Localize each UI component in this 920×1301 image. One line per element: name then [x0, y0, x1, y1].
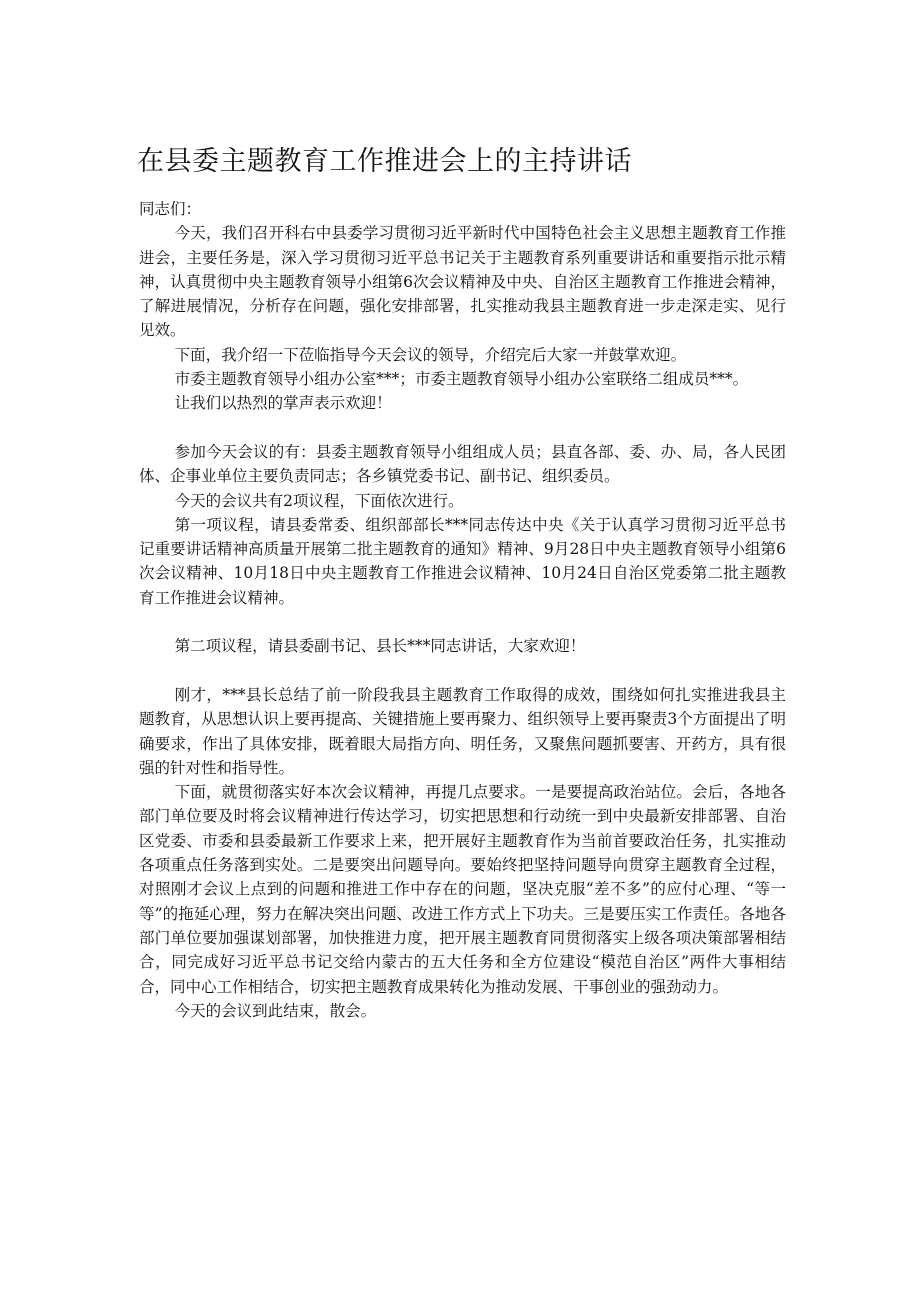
- paragraph-summary: 刚才，***县长总结了前一阶段我县主题教育工作取得的成效，围绕如何扎实推进我县主题教育，从思想认识上要再提高、关键措施上要再聚力、组织领导上要再聚责3个方面提出了明确要求，作出了具体安排，既着眼大局指方向、明任务，又聚焦问题抓要害、开药方，具有很强的针对性和指导性。: [139, 685, 786, 777]
- document-body: [139, 197, 786, 1023]
- paragraph-attendees: 参加今天会议的有：县委主题教育领导小组组成人员；县直各部、委、办、局，各人民团体、企事业单位主要负责同志；各乡镇党委书记、副书记、组织委员。: [139, 442, 786, 486]
- document-title: 在县委主题教育工作推进会上的主持讲话: [137, 146, 632, 177]
- paragraph-agenda-two: 第二项议程，请县委副书记、县长***同志讲话，大家欢迎！: [174, 637, 586, 656]
- paragraph-opening: 今天，我们召开科右中县委学习贯彻习近平新时代中国特色社会主义思想主题教育工作推进会，主要任务是，深入学习贯彻习近平总书记关于主题教育系列重要讲话和重要指示批示精神，认真贯彻中央主题教育领导小组第6次会议精神及中央、自治区主题教育工作推进会精神，了解进展情况，分析存在问题，强化安排部署，扎实推动我县主题教育进一步走深走实、见行见效。: [139, 224, 786, 340]
- paragraph-closing: 今天的会议到此结束，散会。: [174, 1001, 377, 1020]
- paragraph-agenda-one: 第一项议程，请县委常委、组织部部长***同志传达中央《关于认真学习贯彻习近平总书记重要讲话精神高质量开展第二批主题教育的通知》精神、9月28日中央主题教育领导小组第6次会议精神、10月18日中央主题教育工作推进会议精神、10月24日自治区党委第二批主题教育工作推进会议精神。: [139, 515, 786, 607]
- paragraph-introduce-leaders: 下面，我介绍一下莅临指导今天会议的领导，介绍完后大家一并鼓掌欢迎。: [174, 345, 687, 364]
- paragraph-agenda-count: 今天的会议共有2项议程，下面依次进行。: [174, 491, 464, 510]
- paragraph-requirements: 下面，就贯彻落实好本次会议精神，再提几点要求。一是要提高政治站位。会后，各地各部门单位要及时将会议精神进行传达学习，切实把思想和行动统一到中央最新安排部署、自治区党委、市委和县委最新工作要求上来，把开展好主题教育作为当前首要政治任务，扎实推动各项重点任务落到实处。二是要突出问题导向。要始终把坚持问题导向贯穿主题教育全过程，对照刚才会议上点到的问题和推进工作中存在的问题，坚决克服“差不多”的应付心理、“等一等”的拖延心理，努力在解决突出问题、改进工作方式上下功夫。三是要压实工作责任。各地各部门单位要加强谋划部署，加快推进力度，把开展主题教育同贯彻落实上级各项决策部署相结合，同完成好习近平总书记交给内蒙古的五大任务和全方位建设“模范自治区”两件大事相结合，同中心工作相结合，切实把主题教育成果转化为推动发展、干事创业的强劲动力。: [139, 783, 786, 996]
- paragraph-leader-list: 市委主题教育领导小组办公室***；市委主题教育领导小组办公室联络二组成员***。: [174, 370, 749, 389]
- salutation: 同志们：: [139, 200, 202, 218]
- paragraph-welcome: 让我们以热烈的掌声表示欢迎！: [174, 394, 392, 413]
